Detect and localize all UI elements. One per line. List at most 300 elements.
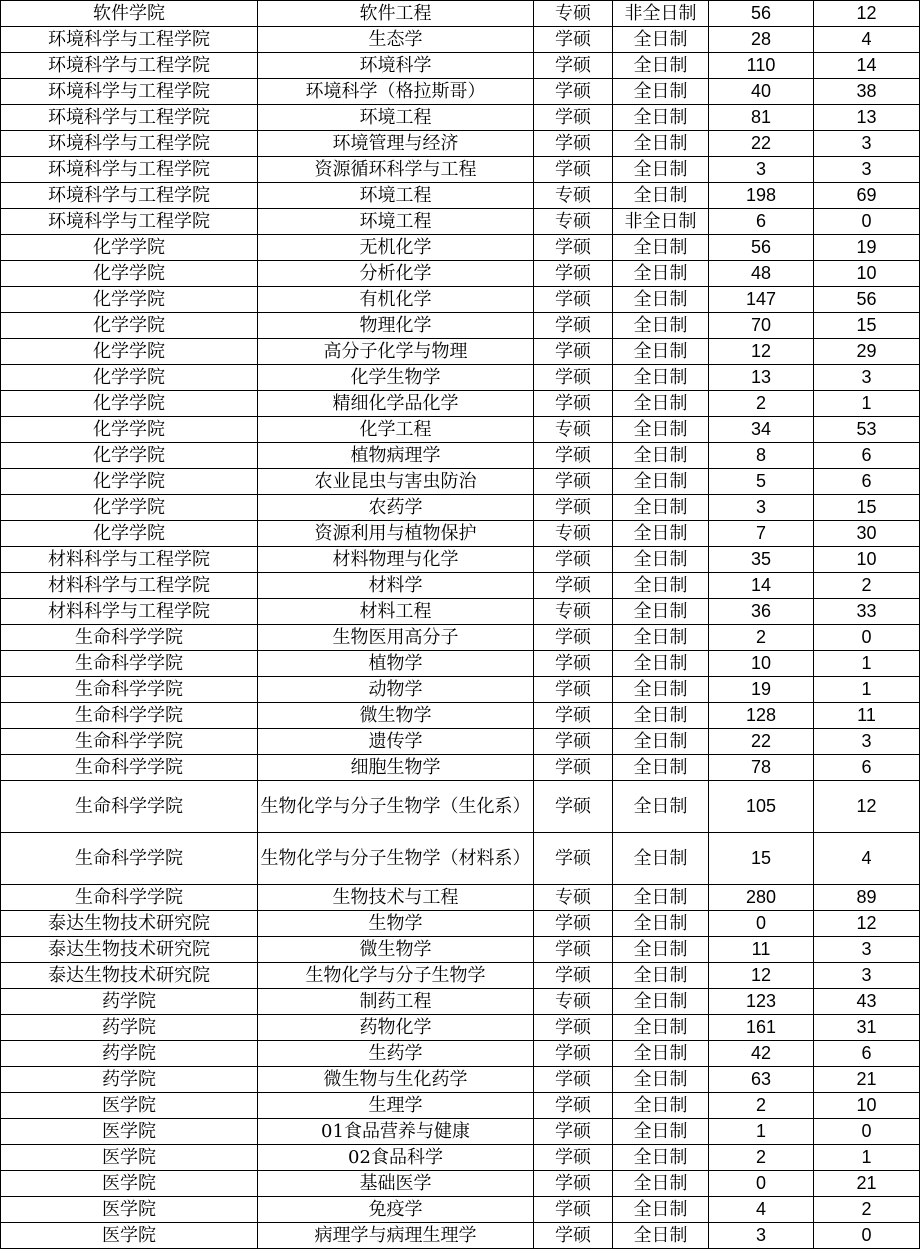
admitted-cell: 19 [814, 235, 920, 261]
admitted-cell: 69 [814, 183, 920, 209]
applicants-cell: 105 [709, 781, 814, 833]
major-cell: 动物学 [258, 677, 534, 703]
applicants-cell: 0 [709, 911, 814, 937]
table-row [1, 417, 920, 443]
college-cell: 医学院 [1, 1145, 258, 1171]
table-row [1, 911, 920, 937]
major-cell: 免疫学 [258, 1197, 534, 1223]
admitted-cell: 3 [814, 131, 920, 157]
applicants-cell: 56 [709, 1, 814, 27]
admitted-cell: 53 [814, 417, 920, 443]
college-cell: 医学院 [1, 1197, 258, 1223]
applicants-cell: 1 [709, 1119, 814, 1145]
admitted-cell: 14 [814, 53, 920, 79]
admitted-cell: 1 [814, 677, 920, 703]
study-mode-cell: 全日制 [613, 1093, 709, 1119]
admitted-cell: 0 [814, 209, 920, 235]
applicants-cell: 13 [709, 365, 814, 391]
major-cell: 生理学 [258, 1093, 534, 1119]
degree-type-cell: 学硕 [534, 1197, 613, 1223]
admitted-cell: 11 [814, 703, 920, 729]
table-row [1, 729, 920, 755]
college-cell: 化学学院 [1, 235, 258, 261]
major-cell: 病理学与病理生理学 [258, 1223, 534, 1249]
table-row [1, 53, 920, 79]
major-cell: 环境工程 [258, 183, 534, 209]
applicants-cell: 6 [709, 209, 814, 235]
degree-type-cell: 学硕 [534, 495, 613, 521]
applicants-cell: 22 [709, 131, 814, 157]
study-mode-cell: 全日制 [613, 1223, 709, 1249]
study-mode-cell: 全日制 [613, 547, 709, 573]
college-cell: 化学学院 [1, 339, 258, 365]
college-cell: 生命科学学院 [1, 729, 258, 755]
table-row [1, 755, 920, 781]
degree-type-cell: 学硕 [534, 1067, 613, 1093]
admitted-cell: 3 [814, 729, 920, 755]
major-cell: 化学生物学 [258, 365, 534, 391]
applicants-cell: 22 [709, 729, 814, 755]
applicants-cell: 40 [709, 79, 814, 105]
major-cell: 植物学 [258, 651, 534, 677]
college-cell: 生命科学学院 [1, 755, 258, 781]
applicants-cell: 3 [709, 1223, 814, 1249]
degree-type-cell: 学硕 [534, 1171, 613, 1197]
college-cell: 环境科学与工程学院 [1, 27, 258, 53]
table-row [1, 703, 920, 729]
applicants-cell: 78 [709, 755, 814, 781]
admitted-cell: 3 [814, 365, 920, 391]
college-cell: 医学院 [1, 1119, 258, 1145]
admitted-cell: 89 [814, 885, 920, 911]
admitted-cell: 6 [814, 755, 920, 781]
table-row [1, 1145, 920, 1171]
admitted-cell: 43 [814, 989, 920, 1015]
study-mode-cell: 全日制 [613, 157, 709, 183]
admitted-cell: 6 [814, 1041, 920, 1067]
table-row [1, 313, 920, 339]
degree-type-cell: 学硕 [534, 755, 613, 781]
college-cell: 生命科学学院 [1, 781, 258, 833]
applicants-cell: 10 [709, 651, 814, 677]
applicants-cell: 34 [709, 417, 814, 443]
degree-type-cell: 学硕 [534, 833, 613, 885]
degree-type-cell: 学硕 [534, 911, 613, 937]
study-mode-cell: 全日制 [613, 235, 709, 261]
college-cell: 生命科学学院 [1, 703, 258, 729]
major-cell: 资源利用与植物保护 [258, 521, 534, 547]
major-cell: 植物病理学 [258, 443, 534, 469]
admitted-cell: 3 [814, 937, 920, 963]
study-mode-cell: 全日制 [613, 937, 709, 963]
college-cell: 生命科学学院 [1, 651, 258, 677]
applicants-cell: 81 [709, 105, 814, 131]
admitted-cell: 0 [814, 1119, 920, 1145]
degree-type-cell: 学硕 [534, 651, 613, 677]
major-cell: 生物医用高分子 [258, 625, 534, 651]
applicants-cell: 56 [709, 235, 814, 261]
table-row [1, 1093, 920, 1119]
admitted-cell: 56 [814, 287, 920, 313]
major-cell: 环境工程 [258, 105, 534, 131]
study-mode-cell: 全日制 [613, 833, 709, 885]
degree-type-cell: 学硕 [534, 53, 613, 79]
table-row [1, 833, 920, 885]
study-mode-cell: 全日制 [613, 963, 709, 989]
table-row [1, 989, 920, 1015]
college-cell: 化学学院 [1, 417, 258, 443]
degree-type-cell: 专硕 [534, 183, 613, 209]
degree-type-cell: 学硕 [534, 1041, 613, 1067]
table-row [1, 27, 920, 53]
applicants-cell: 2 [709, 625, 814, 651]
applicants-cell: 8 [709, 443, 814, 469]
degree-type-cell: 学硕 [534, 781, 613, 833]
study-mode-cell: 全日制 [613, 1171, 709, 1197]
degree-type-cell: 学硕 [534, 547, 613, 573]
study-mode-cell: 全日制 [613, 1145, 709, 1171]
degree-type-cell: 学硕 [534, 391, 613, 417]
major-cell: 生物学 [258, 911, 534, 937]
applicants-cell: 3 [709, 495, 814, 521]
admitted-cell: 1 [814, 1145, 920, 1171]
table-row [1, 287, 920, 313]
study-mode-cell: 全日制 [613, 261, 709, 287]
admitted-cell: 13 [814, 105, 920, 131]
admitted-cell: 0 [814, 1223, 920, 1249]
degree-type-cell: 学硕 [534, 729, 613, 755]
table-row [1, 105, 920, 131]
study-mode-cell: 全日制 [613, 1067, 709, 1093]
major-cell: 农业昆虫与害虫防治 [258, 469, 534, 495]
study-mode-cell: 全日制 [613, 105, 709, 131]
college-cell: 泰达生物技术研究院 [1, 911, 258, 937]
major-cell: 物理化学 [258, 313, 534, 339]
college-cell: 材料科学与工程学院 [1, 547, 258, 573]
college-cell: 医学院 [1, 1093, 258, 1119]
applicants-cell: 5 [709, 469, 814, 495]
table-row [1, 547, 920, 573]
major-cell: 材料工程 [258, 599, 534, 625]
degree-type-cell: 学硕 [534, 469, 613, 495]
major-cell: 生物技术与工程 [258, 885, 534, 911]
study-mode-cell: 全日制 [613, 625, 709, 651]
degree-type-cell: 学硕 [534, 963, 613, 989]
college-cell: 医学院 [1, 1223, 258, 1249]
college-cell: 药学院 [1, 1041, 258, 1067]
study-mode-cell: 全日制 [613, 469, 709, 495]
major-cell: 基础医学 [258, 1171, 534, 1197]
major-cell: 材料学 [258, 573, 534, 599]
college-cell: 环境科学与工程学院 [1, 53, 258, 79]
college-cell: 生命科学学院 [1, 833, 258, 885]
major-cell: 细胞生物学 [258, 755, 534, 781]
applicants-cell: 12 [709, 339, 814, 365]
table-row [1, 521, 920, 547]
study-mode-cell: 全日制 [613, 1197, 709, 1223]
major-cell: 01食品营养与健康 [258, 1119, 534, 1145]
degree-type-cell: 学硕 [534, 235, 613, 261]
degree-type-cell: 专硕 [534, 209, 613, 235]
degree-type-cell: 学硕 [534, 79, 613, 105]
table-row [1, 157, 920, 183]
degree-type-cell: 专硕 [534, 989, 613, 1015]
applicants-cell: 128 [709, 703, 814, 729]
major-cell: 环境工程 [258, 209, 534, 235]
major-cell: 软件工程 [258, 1, 534, 27]
applicants-cell: 2 [709, 1093, 814, 1119]
applicants-cell: 12 [709, 963, 814, 989]
major-cell: 精细化学品化学 [258, 391, 534, 417]
admitted-cell: 1 [814, 391, 920, 417]
study-mode-cell: 非全日制 [613, 1, 709, 27]
major-cell: 农药学 [258, 495, 534, 521]
table-body [1, 1, 920, 1249]
study-mode-cell: 全日制 [613, 131, 709, 157]
study-mode-cell: 全日制 [613, 443, 709, 469]
admitted-cell: 0 [814, 625, 920, 651]
college-cell: 化学学院 [1, 521, 258, 547]
degree-type-cell: 学硕 [534, 625, 613, 651]
major-cell: 生物化学与分子生物学（材料系） [258, 833, 534, 885]
college-cell: 生命科学学院 [1, 677, 258, 703]
college-cell: 环境科学与工程学院 [1, 105, 258, 131]
study-mode-cell: 全日制 [613, 651, 709, 677]
major-cell: 无机化学 [258, 235, 534, 261]
major-cell: 分析化学 [258, 261, 534, 287]
applicants-cell: 15 [709, 833, 814, 885]
table-row [1, 1119, 920, 1145]
table-row [1, 183, 920, 209]
study-mode-cell: 全日制 [613, 183, 709, 209]
degree-type-cell: 学硕 [534, 365, 613, 391]
degree-type-cell: 学硕 [534, 339, 613, 365]
major-cell: 微生物学 [258, 703, 534, 729]
study-mode-cell: 非全日制 [613, 209, 709, 235]
table-row [1, 1197, 920, 1223]
study-mode-cell: 全日制 [613, 677, 709, 703]
applicants-cell: 19 [709, 677, 814, 703]
admitted-cell: 1 [814, 651, 920, 677]
study-mode-cell: 全日制 [613, 521, 709, 547]
degree-type-cell: 学硕 [534, 131, 613, 157]
degree-type-cell: 学硕 [534, 703, 613, 729]
degree-type-cell: 学硕 [534, 937, 613, 963]
college-cell: 生命科学学院 [1, 625, 258, 651]
table-row [1, 651, 920, 677]
degree-type-cell: 学硕 [534, 573, 613, 599]
applicants-cell: 198 [709, 183, 814, 209]
admitted-cell: 2 [814, 1197, 920, 1223]
degree-type-cell: 学硕 [534, 105, 613, 131]
college-cell: 环境科学与工程学院 [1, 131, 258, 157]
study-mode-cell: 全日制 [613, 417, 709, 443]
degree-type-cell: 学硕 [534, 261, 613, 287]
college-cell: 化学学院 [1, 443, 258, 469]
major-cell: 药物化学 [258, 1015, 534, 1041]
study-mode-cell: 全日制 [613, 287, 709, 313]
study-mode-cell: 全日制 [613, 599, 709, 625]
table-row [1, 1067, 920, 1093]
study-mode-cell: 全日制 [613, 1015, 709, 1041]
table-row [1, 625, 920, 651]
college-cell: 生命科学学院 [1, 885, 258, 911]
study-mode-cell: 全日制 [613, 781, 709, 833]
major-cell: 生物化学与分子生物学 [258, 963, 534, 989]
degree-type-cell: 学硕 [534, 677, 613, 703]
college-cell: 环境科学与工程学院 [1, 209, 258, 235]
major-cell: 生药学 [258, 1041, 534, 1067]
major-cell: 生态学 [258, 27, 534, 53]
table-row [1, 495, 920, 521]
degree-type-cell: 学硕 [534, 1015, 613, 1041]
table-row [1, 391, 920, 417]
table-row [1, 131, 920, 157]
table-row [1, 1, 920, 27]
admitted-cell: 21 [814, 1171, 920, 1197]
degree-type-cell: 学硕 [534, 1145, 613, 1171]
degree-type-cell: 学硕 [534, 443, 613, 469]
table-row [1, 1015, 920, 1041]
applicants-cell: 280 [709, 885, 814, 911]
degree-type-cell: 专硕 [534, 885, 613, 911]
major-cell: 有机化学 [258, 287, 534, 313]
college-cell: 材料科学与工程学院 [1, 599, 258, 625]
study-mode-cell: 全日制 [613, 755, 709, 781]
college-cell: 药学院 [1, 1015, 258, 1041]
applicants-cell: 110 [709, 53, 814, 79]
table-row [1, 261, 920, 287]
table-row [1, 937, 920, 963]
admitted-cell: 38 [814, 79, 920, 105]
college-cell: 药学院 [1, 989, 258, 1015]
admitted-cell: 12 [814, 1, 920, 27]
applicants-cell: 70 [709, 313, 814, 339]
major-cell: 环境管理与经济 [258, 131, 534, 157]
table-row [1, 443, 920, 469]
study-mode-cell: 全日制 [613, 729, 709, 755]
applicants-cell: 2 [709, 391, 814, 417]
major-cell: 环境科学（格拉斯哥） [258, 79, 534, 105]
applicants-cell: 7 [709, 521, 814, 547]
applicants-cell: 147 [709, 287, 814, 313]
degree-type-cell: 学硕 [534, 27, 613, 53]
admitted-cell: 15 [814, 495, 920, 521]
applicants-cell: 35 [709, 547, 814, 573]
applicants-cell: 123 [709, 989, 814, 1015]
admitted-cell: 6 [814, 443, 920, 469]
table-row [1, 573, 920, 599]
applicants-cell: 2 [709, 1145, 814, 1171]
applicants-cell: 11 [709, 937, 814, 963]
admitted-cell: 31 [814, 1015, 920, 1041]
applicants-cell: 36 [709, 599, 814, 625]
admitted-cell: 12 [814, 781, 920, 833]
table-row [1, 963, 920, 989]
admitted-cell: 33 [814, 599, 920, 625]
study-mode-cell: 全日制 [613, 27, 709, 53]
college-cell: 化学学院 [1, 391, 258, 417]
degree-type-cell: 专硕 [534, 1, 613, 27]
table-row [1, 469, 920, 495]
major-cell: 高分子化学与物理 [258, 339, 534, 365]
college-cell: 环境科学与工程学院 [1, 183, 258, 209]
admitted-cell: 30 [814, 521, 920, 547]
admitted-cell: 12 [814, 911, 920, 937]
major-cell: 微生物与生化药学 [258, 1067, 534, 1093]
admitted-cell: 2 [814, 573, 920, 599]
study-mode-cell: 全日制 [613, 989, 709, 1015]
major-cell: 资源循环科学与工程 [258, 157, 534, 183]
applicants-cell: 14 [709, 573, 814, 599]
study-mode-cell: 全日制 [613, 495, 709, 521]
study-mode-cell: 全日制 [613, 1041, 709, 1067]
college-cell: 化学学院 [1, 287, 258, 313]
table-row [1, 781, 920, 833]
major-cell: 生物化学与分子生物学（生化系） [258, 781, 534, 833]
degree-type-cell: 专硕 [534, 417, 613, 443]
table-row [1, 79, 920, 105]
study-mode-cell: 全日制 [613, 573, 709, 599]
study-mode-cell: 全日制 [613, 53, 709, 79]
college-cell: 泰达生物技术研究院 [1, 963, 258, 989]
admitted-cell: 3 [814, 157, 920, 183]
college-cell: 化学学院 [1, 313, 258, 339]
study-mode-cell: 全日制 [613, 313, 709, 339]
table-row [1, 1171, 920, 1197]
admitted-cell: 10 [814, 261, 920, 287]
degree-type-cell: 专硕 [534, 599, 613, 625]
applicants-cell: 0 [709, 1171, 814, 1197]
major-cell: 遗传学 [258, 729, 534, 755]
college-cell: 环境科学与工程学院 [1, 79, 258, 105]
applicants-cell: 161 [709, 1015, 814, 1041]
applicants-cell: 4 [709, 1197, 814, 1223]
degree-type-cell: 学硕 [534, 313, 613, 339]
study-mode-cell: 全日制 [613, 885, 709, 911]
college-cell: 医学院 [1, 1171, 258, 1197]
college-cell: 环境科学与工程学院 [1, 157, 258, 183]
applicants-cell: 63 [709, 1067, 814, 1093]
applicants-cell: 28 [709, 27, 814, 53]
major-cell: 微生物学 [258, 937, 534, 963]
study-mode-cell: 全日制 [613, 1119, 709, 1145]
admitted-cell: 6 [814, 469, 920, 495]
study-mode-cell: 全日制 [613, 365, 709, 391]
applicants-cell: 42 [709, 1041, 814, 1067]
college-cell: 化学学院 [1, 365, 258, 391]
college-cell: 化学学院 [1, 261, 258, 287]
admitted-cell: 4 [814, 833, 920, 885]
study-mode-cell: 全日制 [613, 703, 709, 729]
college-cell: 软件学院 [1, 1, 258, 27]
admitted-cell: 3 [814, 963, 920, 989]
major-cell: 材料物理与化学 [258, 547, 534, 573]
study-mode-cell: 全日制 [613, 79, 709, 105]
admitted-cell: 10 [814, 1093, 920, 1119]
table-row [1, 235, 920, 261]
college-cell: 化学学院 [1, 495, 258, 521]
study-mode-cell: 全日制 [613, 339, 709, 365]
major-cell: 02食品科学 [258, 1145, 534, 1171]
degree-type-cell: 专硕 [534, 521, 613, 547]
admitted-cell: 29 [814, 339, 920, 365]
table-row [1, 209, 920, 235]
major-cell: 环境科学 [258, 53, 534, 79]
table-row [1, 339, 920, 365]
admitted-cell: 21 [814, 1067, 920, 1093]
table-row [1, 365, 920, 391]
